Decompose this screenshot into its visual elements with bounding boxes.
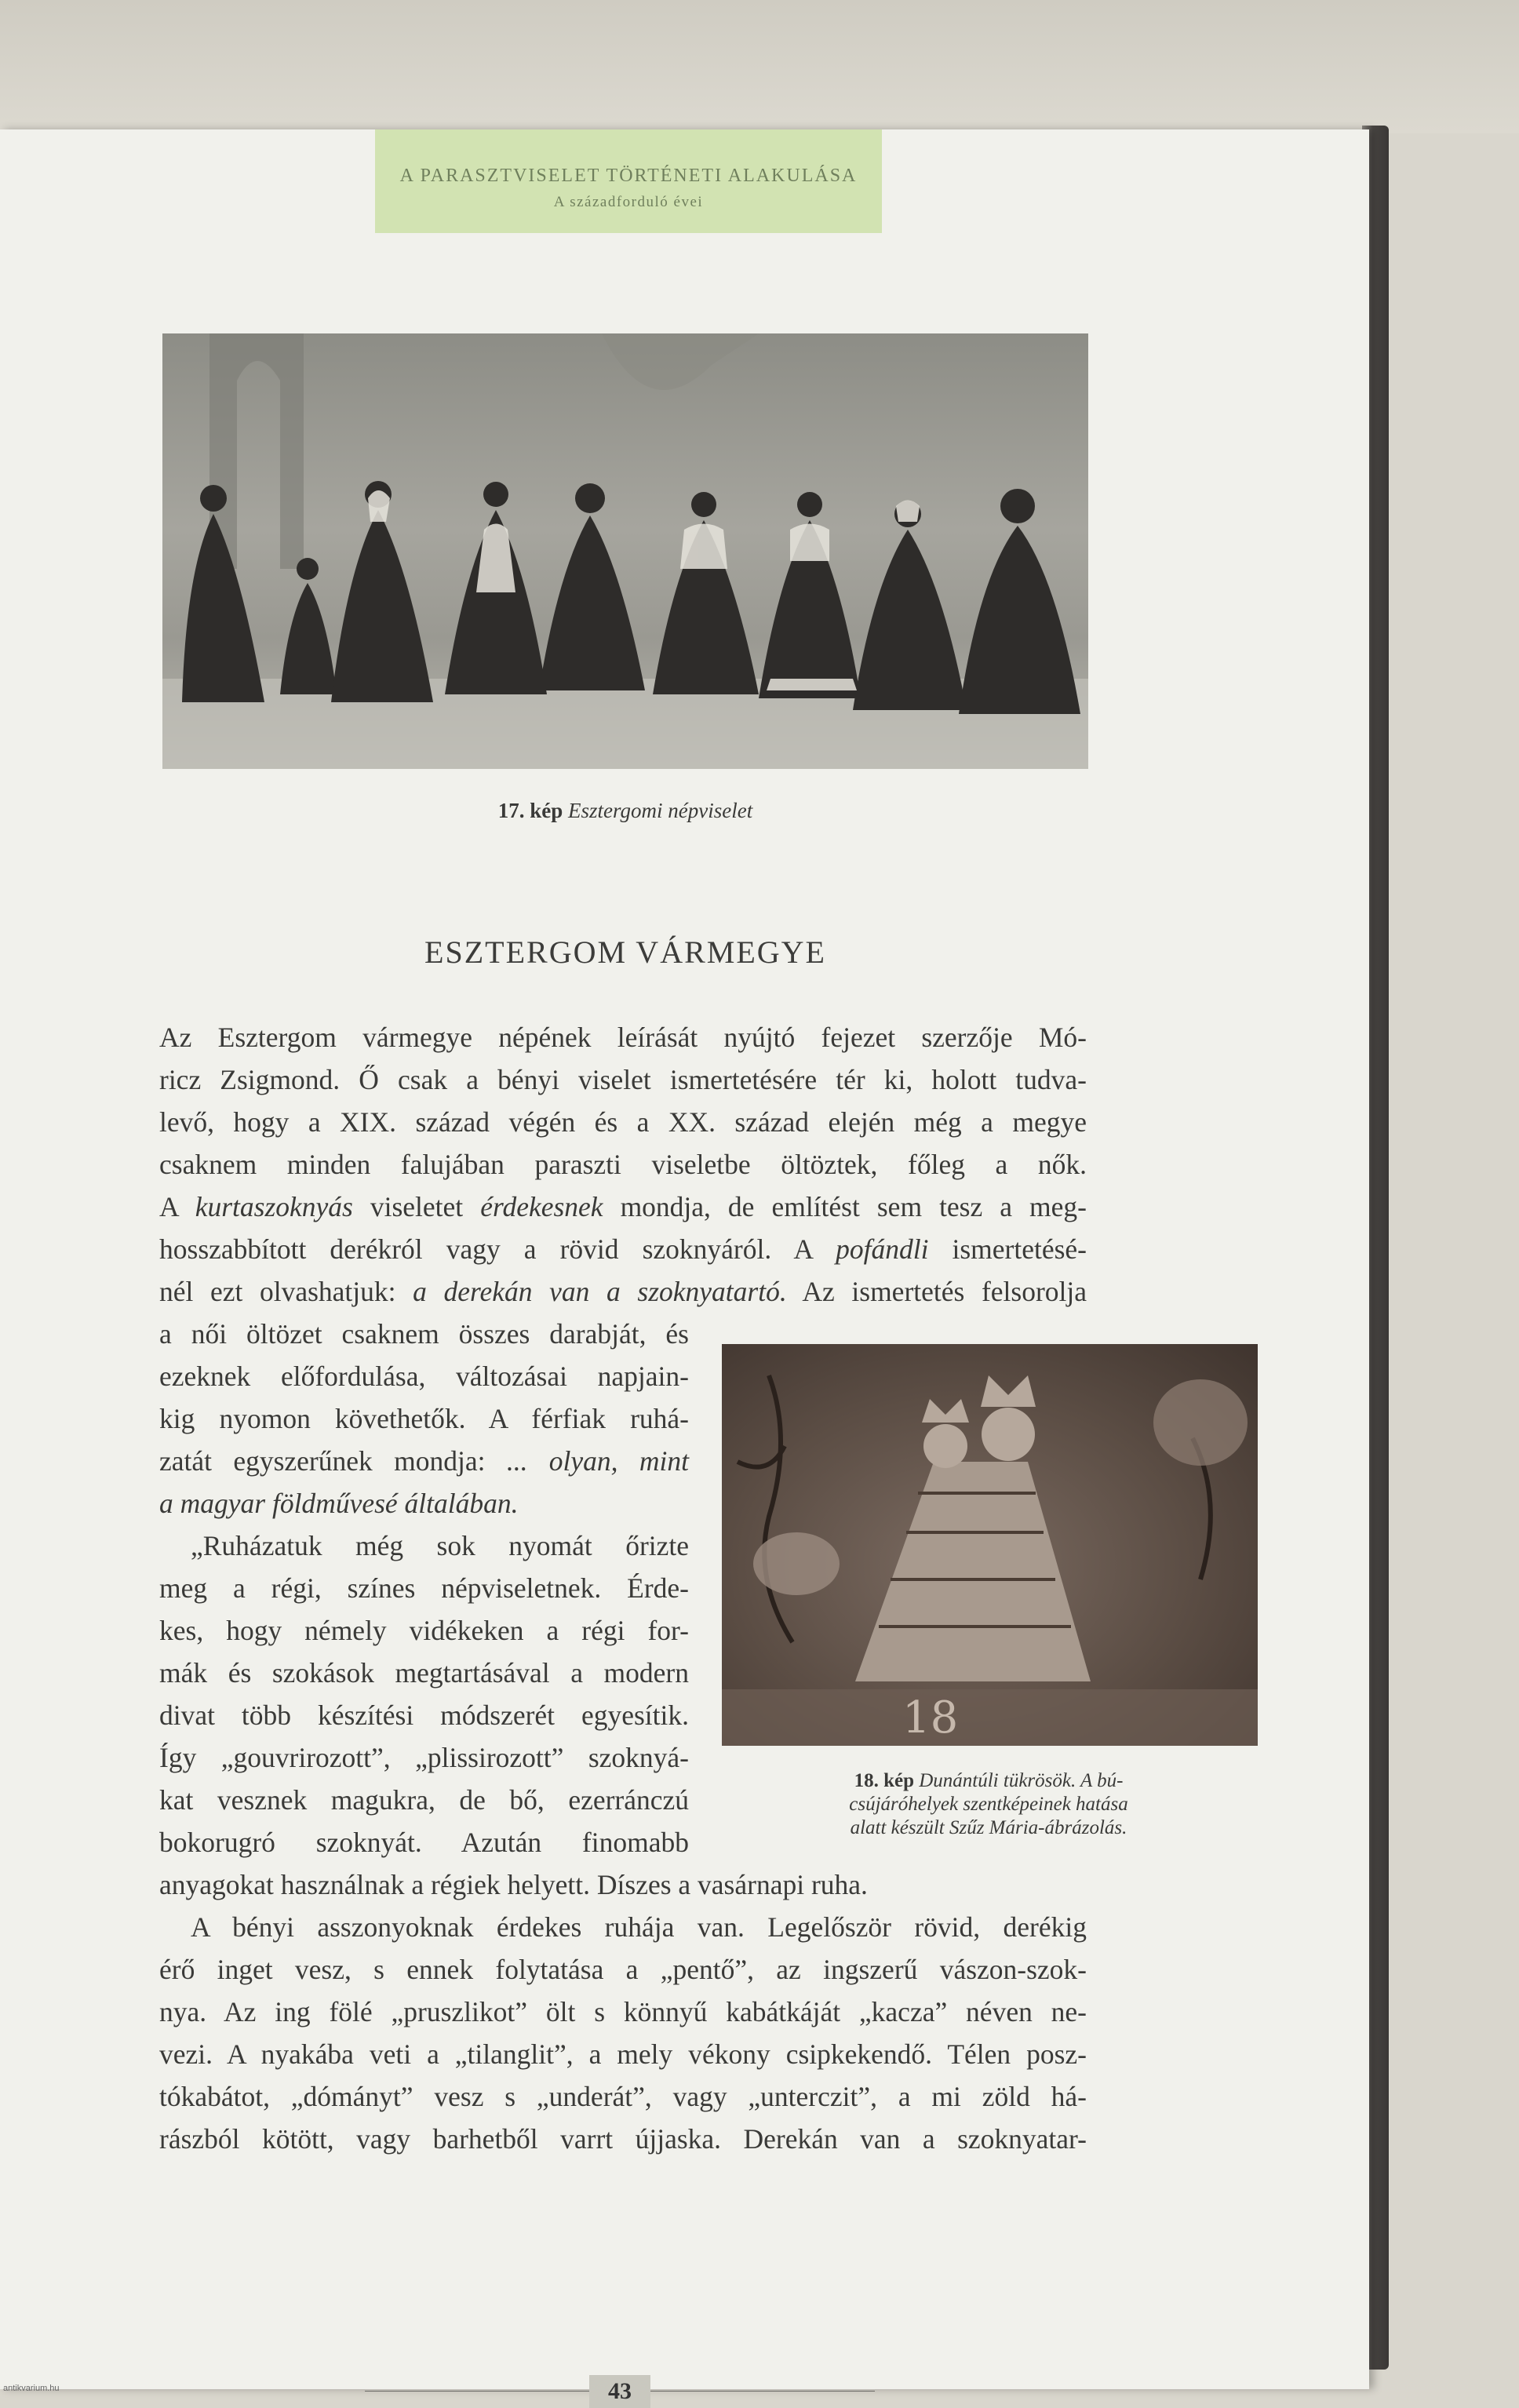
svg-text:18: 18	[902, 1692, 959, 1743]
figure-17-caption	[0, 799, 1251, 823]
text-line: a női öltözet csaknem összes darabját, és	[159, 1318, 689, 1350]
text-line: A bényi asszonyoknak érdekes ruhája van. Legelőször rövid, derékig	[191, 1911, 1087, 1943]
text-line: „Ruházatuk még sok nyomát őrizte	[191, 1530, 689, 1561]
text-line: divat több készítési módszerét egyesítik.	[159, 1699, 689, 1731]
figure-17-caption-text: Esztergomi népviselet	[568, 799, 753, 822]
backdrop	[0, 0, 1519, 133]
text-line: kat vesznek magukra, de bő, ezerránczú	[159, 1784, 689, 1816]
figure-18-caption-line	[718, 1769, 1259, 1793]
text-line	[159, 1228, 1087, 1270]
running-head-subtitle: A századforduló évei	[553, 194, 704, 210]
page-folio	[365, 2375, 875, 2406]
photo-women-group-illustration	[162, 333, 1088, 769]
folio-rule-left	[365, 2391, 589, 2392]
text-line: vezi. A nyakába veti a „tilanglit”, a mely vékony csipkekendő. Télen posz-	[159, 2038, 1087, 2070]
text-line: anyagokat használnak a régiek helyett. Díszes a vasárnapi ruha.	[159, 1869, 868, 1900]
text-line: kig nyomon követhetők. A férfiak ruhá-	[159, 1403, 689, 1434]
term-kurtaszoknyas: kurtaszoknyás	[195, 1191, 353, 1222]
quote-szoknyatarto: a derekán van a szoknyatartó.	[413, 1276, 787, 1307]
text-line: levő, hogy a XIX. század végén és a XX. század elején még a megye	[159, 1106, 1087, 1138]
text-span: ismertetésé-	[928, 1233, 1087, 1265]
text-line: nya. Az ing fölé „pruszlikot” ölt s könnyű kabátkáját „kacza” néven ne-	[159, 1996, 1087, 2027]
text-line: kes, hogy némely vidékeken a régi for-	[159, 1615, 689, 1646]
running-head	[375, 129, 882, 233]
text-span: Az ismertetés felsorolja	[786, 1276, 1087, 1307]
figure-18-caption-line: csújáróhelyek szentképeinek hatása	[849, 1794, 1128, 1815]
carved-mirror-virgin-mary-illustration	[722, 1344, 1258, 1746]
running-head-title: A PARASZTVISELET TÖRTÉNETI ALAKULÁSA	[399, 166, 858, 186]
figure-18-caption	[718, 1769, 1259, 1840]
text-line	[159, 1186, 1087, 1228]
figure-18-caption-text: Dunántúli tükrösök. A bú-	[919, 1770, 1124, 1791]
figure-17-label: 17. kép	[497, 799, 563, 822]
photo-esztergom-folk-costume	[162, 333, 1088, 769]
text-line: bokorugró szoknyát. Azután finomabb	[159, 1827, 689, 1858]
watermark: antikvarium.hu	[3, 2384, 60, 2393]
figure-18-label: 18. kép	[854, 1770, 914, 1791]
photo-dunantuli-tukrosok	[722, 1344, 1258, 1746]
term-pofandli: pofándli	[836, 1233, 929, 1265]
text-line: ricz Zsigmond. Ő csak a bényi viselet ismertetésére tér ki, holott tudva-	[159, 1064, 1087, 1095]
text-line: rászból kötött, vagy barhetből varrt újjaska. Derekán van a szoknyatar-	[159, 2123, 1087, 2155]
text-line: érő inget vesz, s ennek folytatása a „pentő”, az ingszerű vászon-szok-	[159, 1954, 1087, 1985]
section-heading: ESZTERGOM VÁRMEGYE	[424, 934, 826, 970]
text-line	[159, 1440, 689, 1482]
text-span: mondja, de említést sem tesz a meg-	[603, 1191, 1087, 1222]
book-page	[0, 129, 1369, 2404]
text-line: meg a régi, színes népviseletnek. Érde-	[159, 1572, 689, 1604]
text-span: A	[159, 1191, 195, 1222]
text-line: ezeknek előfordulása, változásai napjain-	[159, 1361, 689, 1392]
quote-olyan-mint: ... olyan, mint	[506, 1445, 689, 1477]
text-line	[159, 1270, 1087, 1313]
text-span: nél ezt olvashatjuk:	[159, 1276, 413, 1307]
text-line: Az Esztergom vármegye népének leírását nyújtó fejezet szerzője Mó-	[159, 1022, 1087, 1053]
figure-18-caption-line: alatt készült Szűz Mária-ábrázolás.	[850, 1817, 1127, 1838]
text-line: tókabátot, „dómányt” vesz s „underát”, vagy „unterczit”, a mi zöld há-	[159, 2081, 1087, 2112]
text-span: hosszabbított derékról vagy a rövid szoknyáról. A	[159, 1233, 836, 1265]
page-number: 43	[589, 2375, 650, 2408]
text-line-italic: a magyar földművesé általában.	[159, 1488, 519, 1519]
text-line: Így „gouvrirozott”, „plissirozott” szoknyá-	[159, 1742, 689, 1773]
folio-rule-right	[650, 2391, 875, 2392]
term-erdekesnek: érdekesnek	[480, 1191, 603, 1222]
text-line: csaknem minden falujában paraszti viseletbe öltöztek, főleg a nők.	[159, 1149, 1087, 1180]
text-span: viseletet	[352, 1191, 481, 1222]
text-line: mák és szokások megtartásával a modern	[159, 1657, 689, 1689]
text-span: zatát egyszerűnek mondja:	[159, 1445, 507, 1477]
